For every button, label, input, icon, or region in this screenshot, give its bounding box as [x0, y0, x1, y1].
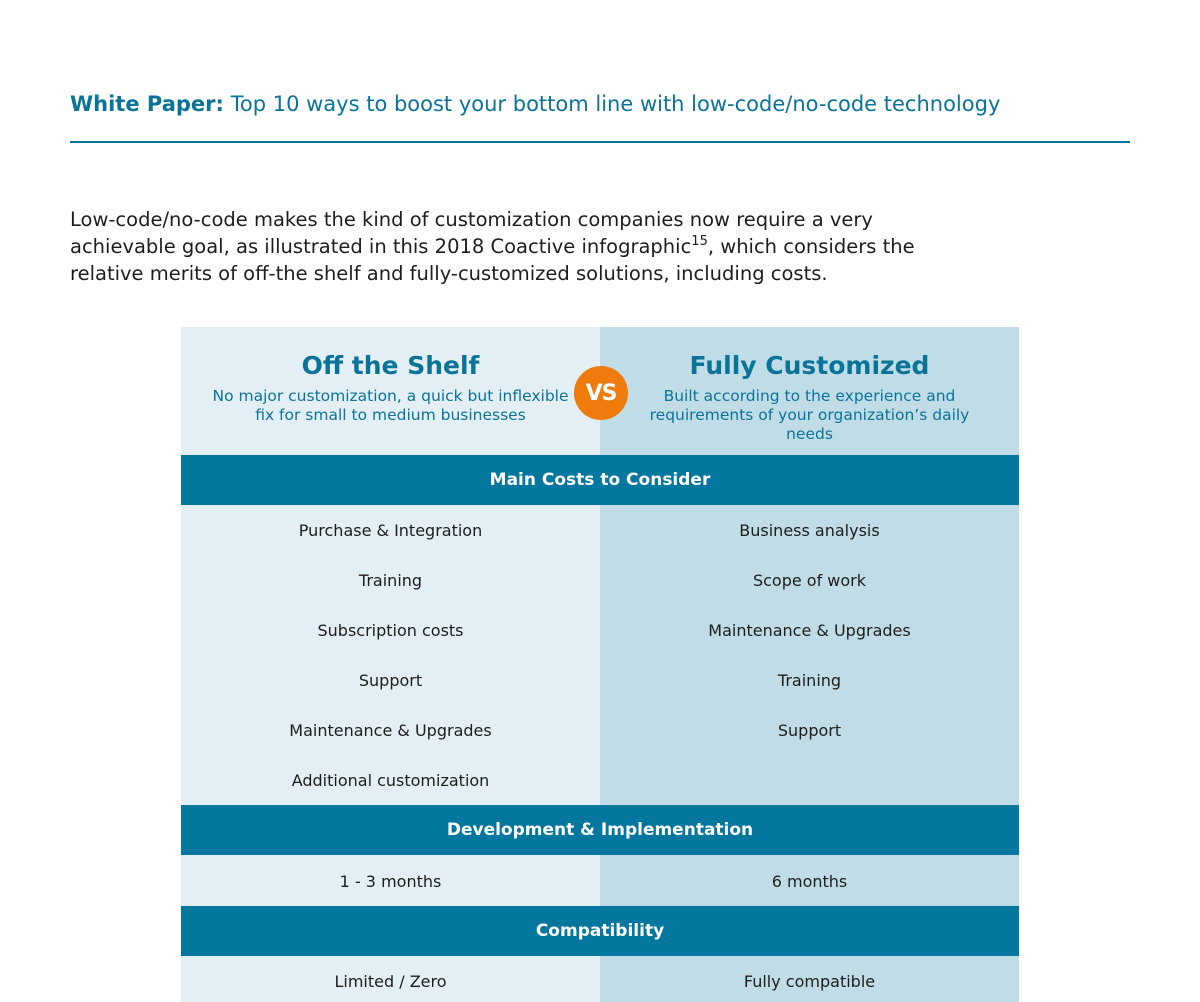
- header-divider: [70, 141, 1130, 143]
- off-the-shelf-costs-list: [181, 505, 600, 805]
- header-label: White Paper:: [70, 92, 224, 116]
- fully-customized-title: Fully Customized: [689, 351, 930, 380]
- off-the-shelf-header: [181, 327, 600, 455]
- list-item: Training: [777, 670, 842, 690]
- list-item: Maintenance & Upgrades: [289, 720, 492, 740]
- header-title: Top 10 ways to boost your bottom line with low-code/no-code technology: [223, 92, 1001, 116]
- off-the-shelf-title: Off the Shelf: [301, 351, 480, 380]
- intro-paragraph: [70, 206, 940, 287]
- list-item: Subscription costs: [317, 620, 464, 640]
- list-item: Support: [358, 670, 423, 690]
- list-item: Additional customization: [291, 770, 490, 790]
- fully-customized-development: [600, 856, 1019, 906]
- intro-text-before: Low-code/no-code makes the kind of customization companies now require a very achievable goal, as illustrated in this 2018 Coactive infographic: [70, 208, 873, 258]
- list-item: Training: [358, 570, 423, 590]
- development-value: 6 months: [771, 871, 848, 891]
- off-the-shelf-subtitle: No major customization, a quick but inflexible fix for small to medium businesses: [212, 387, 569, 424]
- list-item: Business analysis: [739, 520, 880, 540]
- fully-customized-subtitle: Built according to the experience and requirements of your organization’s daily needs: [649, 387, 970, 443]
- document-header: [70, 92, 1130, 116]
- development-value: 1 - 3 months: [339, 871, 442, 891]
- list-item: Purchase & Integration: [298, 520, 483, 540]
- vs-badge: VS: [574, 366, 628, 420]
- development-band: Development & Implementation: [181, 805, 1019, 855]
- main-costs-band: Main Costs to Consider: [181, 455, 1019, 505]
- intro-text-after: , which considers the relative merits of off-the shelf and fully-customized solutions, including costs.: [70, 235, 915, 285]
- list-item: Scope of work: [752, 570, 867, 590]
- off-the-shelf-development: [181, 856, 600, 906]
- compatibility-value: Fully compatible: [743, 971, 876, 991]
- fully-customized-costs-list: [600, 505, 1019, 755]
- list-item: Maintenance & Upgrades: [708, 620, 911, 640]
- list-item: Support: [777, 720, 842, 740]
- compatibility-value: Limited / Zero: [334, 971, 447, 991]
- fully-customized-header: [600, 327, 1019, 455]
- fully-customized-compatibility: [600, 956, 1019, 1002]
- off-the-shelf-compatibility: [181, 956, 600, 1002]
- footnote-ref: 15: [691, 234, 708, 249]
- comparison-infographic: [181, 327, 1019, 1002]
- compatibility-band: Compatibility: [181, 906, 1019, 956]
